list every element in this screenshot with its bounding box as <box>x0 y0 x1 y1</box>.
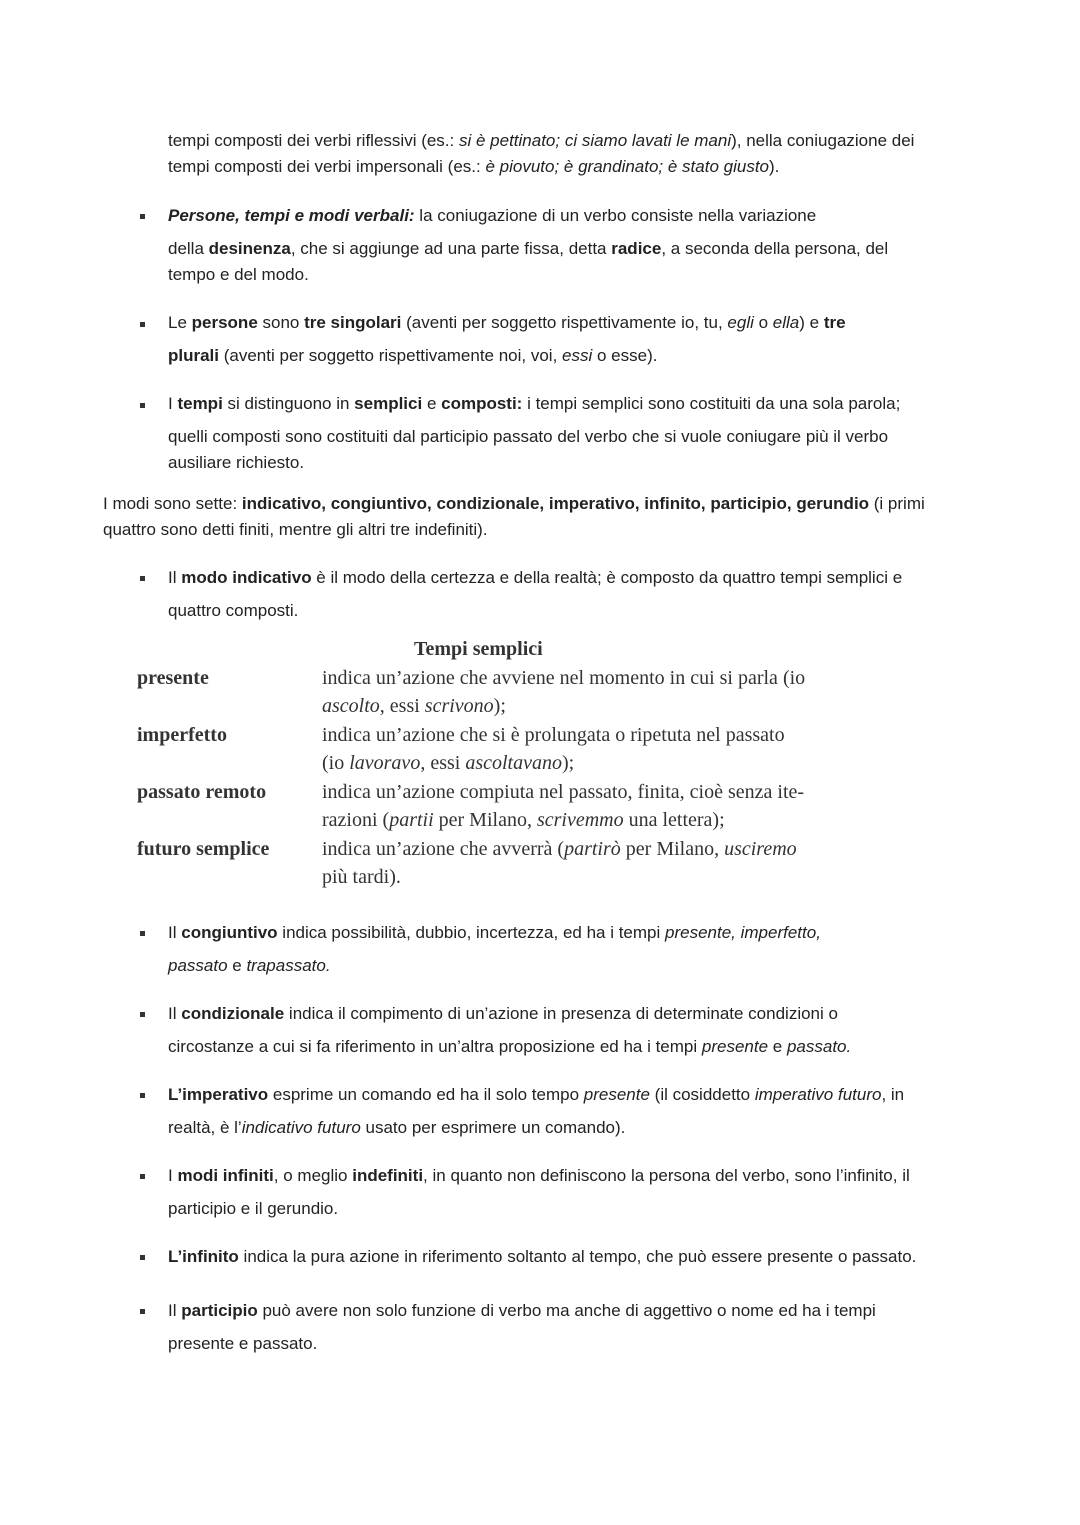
text-run: per Milano, <box>620 838 725 860</box>
text-run: tempi composti dei verbi riflessivi (es.: <box>168 131 459 150</box>
text-run: imperativo futuro <box>754 1085 882 1104</box>
modi-paragraph-line <box>103 519 488 541</box>
text-run: Il <box>168 1004 182 1023</box>
bullet-marker <box>140 576 145 581</box>
bullet-marker <box>140 214 145 219</box>
text-run: e <box>227 956 247 975</box>
text-run: (io <box>322 752 350 774</box>
bullet-line <box>168 1036 851 1058</box>
text-run: la coniugazione di un verbo consiste nella variazione <box>414 206 817 225</box>
text-run: indefiniti <box>352 1166 424 1185</box>
bullet-line <box>168 426 888 448</box>
text-run: I <box>168 394 178 413</box>
text-run: si è pettinato; ci siamo lavati le mani <box>458 131 732 150</box>
bullet-marker <box>140 1174 145 1179</box>
text-run: della <box>168 239 209 258</box>
intro-line <box>168 156 779 178</box>
text-run: indica la pura azione in riferimento soltanto al tempo, che può essere presente o passato. <box>238 1247 917 1266</box>
text-run: è il modo della certezza e della realtà; è composto da quattro tempi semplici e <box>311 568 903 587</box>
text-run: composti: <box>441 394 523 413</box>
text-run: ) e <box>799 313 824 332</box>
text-run: per Milano, <box>433 809 537 831</box>
text-run: quattro sono detti finiti, mentre gli altri tre indefiniti). <box>103 520 488 539</box>
text-run: (aventi per soggetto rispettivamente noi, voi, <box>219 346 563 365</box>
table-definition-line <box>322 809 725 831</box>
text-run: egli <box>727 313 754 332</box>
text-run: presente <box>701 1037 769 1056</box>
bullet-line <box>168 922 821 944</box>
text-run: i tempi semplici sono costituiti da una sola parola; <box>522 394 901 413</box>
text-run: e <box>768 1037 787 1056</box>
table-definition-line <box>322 781 804 803</box>
text-run: si distinguono in <box>222 394 355 413</box>
text-run: può avere non solo funzione di verbo ma anche di aggettivo o nome ed ha i tempi <box>257 1301 876 1320</box>
bullet-marker <box>140 1309 145 1314</box>
text-run: realtà, è l’ <box>168 1118 242 1137</box>
text-run: trapassato. <box>246 956 331 975</box>
text-run: partii <box>389 809 434 831</box>
text-run: ascoltavano <box>465 752 562 774</box>
bullet-line <box>168 264 309 286</box>
bullet-line <box>168 238 888 260</box>
text-run: passato <box>168 956 228 975</box>
text-run: lavoravo <box>349 752 421 774</box>
text-run: indicativo, congiuntivo, condizionale, imperativo, infinito, participio, gerundio <box>241 494 870 513</box>
text-run: quelli composti sono costituiti dal participio passato del verbo che si vuole coniugare più il verbo <box>168 427 889 446</box>
text-run: tre singolari <box>304 313 402 332</box>
text-run: essi <box>562 346 593 365</box>
text-run: Il <box>168 923 182 942</box>
text-run: , a seconda della persona, del <box>661 239 889 258</box>
bullet-marker <box>140 322 145 327</box>
text-run: I <box>168 1166 178 1185</box>
text-run: (il cosiddetto <box>649 1085 755 1104</box>
text-run: passato. <box>786 1037 852 1056</box>
text-run: scrivono <box>424 695 494 717</box>
text-run: Il <box>168 568 182 587</box>
text-run: , o meglio <box>273 1166 353 1185</box>
text-run: congiuntivo <box>181 923 278 942</box>
text-run: , essi <box>379 695 425 717</box>
text-run: desinenza <box>208 239 291 258</box>
text-run: ); <box>561 752 575 774</box>
text-run: usciremo <box>724 838 797 860</box>
table-term: presente <box>137 667 209 689</box>
text-run: partirò <box>564 838 621 860</box>
text-run: participio e il gerundio. <box>168 1199 339 1218</box>
text-run: , che si aggiunge ad una parte fissa, detta <box>290 239 612 258</box>
bullet-line <box>168 955 331 977</box>
text-run: tempi <box>177 394 223 413</box>
intro-line <box>168 130 914 152</box>
text-run: semplici <box>354 394 423 413</box>
text-run: plurali <box>168 346 220 365</box>
bullet-line <box>168 1246 916 1268</box>
text-run: tre <box>823 313 846 332</box>
text-run: tempi composti dei verbi impersonali (es.: <box>168 157 486 176</box>
text-run: è piovuto; è grandinato; è stato giusto <box>485 157 769 176</box>
text-run: condizionale <box>181 1004 285 1023</box>
text-run: presente, imperfetto, <box>665 923 821 942</box>
table-definition-line <box>322 724 785 746</box>
bullet-marker <box>140 1012 145 1017</box>
text-run: presente e passato. <box>168 1334 318 1353</box>
text-run: indicativo futuro <box>241 1118 361 1137</box>
text-run: presente <box>583 1085 650 1104</box>
text-run: quattro composti. <box>168 601 299 620</box>
text-run: modi infiniti <box>177 1166 274 1185</box>
modi-paragraph-line <box>103 493 925 515</box>
table-definition-line <box>322 838 797 860</box>
bullet-line <box>168 1003 838 1025</box>
text-run: tempo e del modo. <box>168 265 309 284</box>
text-run: usato per esprimere un comando). <box>360 1118 626 1137</box>
bullet-line <box>168 1084 904 1106</box>
text-run: Persone, tempi e modi verbali: <box>168 206 415 225</box>
text-run: , essi <box>420 752 466 774</box>
bullet-line <box>168 452 304 474</box>
bullet-line <box>168 393 900 415</box>
text-run: indica un’azione compiuta nel passato, finita, cioè senza ite- <box>322 781 805 803</box>
bullet-line <box>168 312 846 334</box>
text-run: scrivemmo <box>536 809 624 831</box>
bullet-line <box>168 345 657 367</box>
text-run: , in quanto non definiscono la persona del verbo, sono l’infinito, il <box>423 1166 910 1185</box>
text-run: I modi sono sette: <box>103 494 242 513</box>
text-run: ascolto <box>322 695 380 717</box>
text-run: più tardi). <box>322 866 401 888</box>
bullet-line <box>168 1165 910 1187</box>
text-run: L’infinito <box>168 1247 239 1266</box>
text-run: o <box>753 313 773 332</box>
text-run: indica il compimento di un’azione in presenza di determinate condizioni o <box>284 1004 838 1023</box>
text-run: , in <box>881 1085 905 1104</box>
bullet-marker <box>140 403 145 408</box>
text-run: ). <box>769 157 780 176</box>
text-run: circostanze a cui si fa riferimento in un’altra proposizione ed ha i tempi <box>168 1037 702 1056</box>
text-run: participio <box>181 1301 258 1320</box>
text-run: ella <box>772 313 800 332</box>
text-run: indica un’azione che avviene nel momento in cui si parla (io <box>322 667 806 689</box>
bullet-line <box>168 1300 876 1322</box>
text-run: una lettera); <box>623 809 725 831</box>
table-term: passato remoto <box>137 781 267 803</box>
text-run: radice <box>611 239 662 258</box>
text-run: Le <box>168 313 192 332</box>
text-run: ); <box>493 695 506 717</box>
table-title: Tempi semplici <box>414 638 543 660</box>
text-run: (i primi <box>869 494 925 513</box>
text-run: sono <box>257 313 305 332</box>
text-run: indica un’azione che avverrà ( <box>322 838 565 860</box>
bullet-line <box>168 600 298 622</box>
text-run: razioni ( <box>322 809 390 831</box>
bullet-marker <box>140 1255 145 1260</box>
bullet-line <box>168 1117 625 1139</box>
text-run: ausiliare richiesto. <box>168 453 305 472</box>
bullet-marker <box>140 1093 145 1098</box>
text-run: (aventi per soggetto rispettivamente io, tu, <box>401 313 728 332</box>
table-term: imperfetto <box>137 724 227 746</box>
text-run: o esse). <box>592 346 658 365</box>
text-run: persone <box>191 313 258 332</box>
table-term: futuro semplice <box>137 838 270 860</box>
text-run: e <box>422 394 442 413</box>
table-definition-line <box>322 752 574 774</box>
table-definition-line <box>322 667 805 689</box>
text-run: indica possibilità, dubbio, incertezza, ed ha i tempi <box>277 923 666 942</box>
table-definition-line <box>322 866 401 888</box>
text-run: Il <box>168 1301 182 1320</box>
bullet-line <box>168 1333 317 1355</box>
text-run: modo indicativo <box>181 568 312 587</box>
text-run: indica un’azione che si è prolungata o ripetuta nel passato <box>322 724 785 746</box>
text-run: L’imperativo <box>168 1085 269 1104</box>
text-run: esprime un comando ed ha il solo tempo <box>268 1085 584 1104</box>
bullet-line <box>168 205 816 227</box>
bullet-line <box>168 567 902 589</box>
table-definition-line <box>322 695 506 717</box>
bullet-marker <box>140 931 145 936</box>
text-run: ), nella coniugazione dei <box>731 131 915 150</box>
bullet-line <box>168 1198 338 1220</box>
